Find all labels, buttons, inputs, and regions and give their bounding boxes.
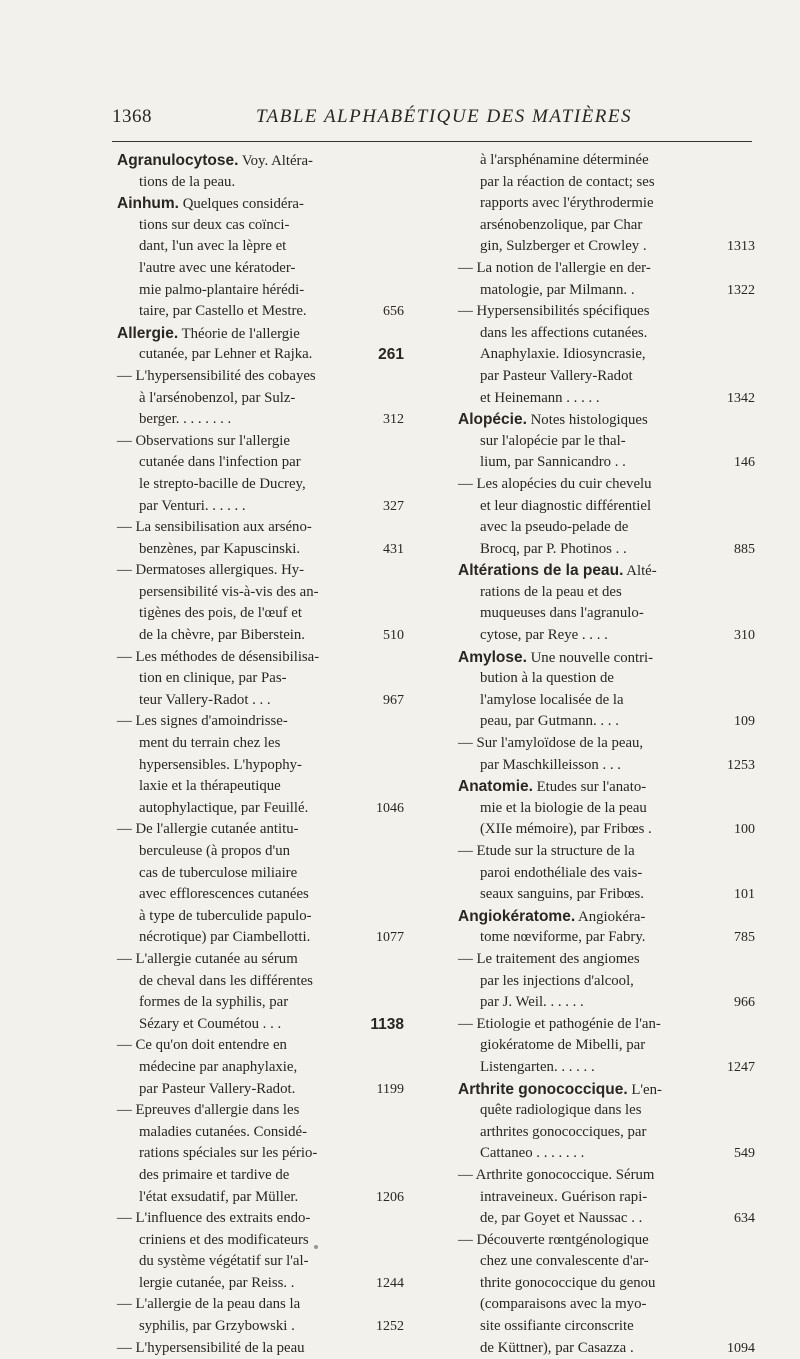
index-line bbox=[458, 1338, 753, 1359]
index-line bbox=[117, 474, 402, 496]
index-line bbox=[117, 1100, 402, 1122]
index-line bbox=[117, 1316, 402, 1338]
index-line-text: — La sensibilisation aux arséno- bbox=[117, 519, 312, 536]
index-line bbox=[117, 1035, 402, 1057]
index-line-text: rapports avec l'érythrodermie bbox=[480, 195, 654, 212]
index-line bbox=[117, 323, 402, 345]
index-line-text: des primaire et tardive de bbox=[139, 1166, 290, 1183]
index-line-text: criniens et des modificateurs bbox=[139, 1231, 309, 1248]
index-headword: Angiokératome. bbox=[458, 907, 576, 925]
index-page-number: 1252 bbox=[376, 1319, 404, 1335]
index-line-text: — De l'allergie cutanée antitu- bbox=[117, 821, 299, 838]
index-page-number: 549 bbox=[734, 1146, 755, 1162]
index-line-text: maladies cutanées. Considé- bbox=[139, 1123, 308, 1140]
index-page-number: 1247 bbox=[727, 1059, 755, 1075]
index-line bbox=[117, 1187, 402, 1209]
index-line bbox=[458, 1079, 753, 1101]
index-line-text: Alopécie. Notes histologiques bbox=[458, 411, 648, 429]
index-line-text: de cheval dans les différentes bbox=[139, 972, 313, 989]
index-line-text: quête radiologique dans les bbox=[480, 1102, 642, 1119]
index-page-number: 1244 bbox=[376, 1275, 404, 1291]
index-line-text: syphilis, par Grzybowski . bbox=[139, 1318, 295, 1335]
index-line-text: le strepto-bacille de Ducrey, bbox=[139, 475, 306, 492]
index-line bbox=[117, 258, 402, 280]
index-line-text: l'amylose localisée de la bbox=[480, 691, 624, 708]
index-line-text: l'état exsudatif, par Müller. bbox=[139, 1188, 299, 1205]
index-line-text: — La notion de l'allergie en der- bbox=[458, 259, 651, 276]
index-line-text: bution à la question de bbox=[480, 670, 614, 687]
index-line bbox=[117, 539, 402, 561]
index-line bbox=[117, 690, 402, 712]
index-line bbox=[458, 733, 753, 755]
right-column bbox=[458, 150, 753, 1359]
index-line bbox=[117, 927, 402, 949]
index-line-text: tion en clinique, par Pas- bbox=[139, 670, 287, 687]
index-line-text: arthrites gonococciques, par bbox=[480, 1123, 647, 1140]
index-line-text: nécrotique) par Ciambellotti. bbox=[139, 929, 311, 946]
index-line bbox=[117, 193, 402, 215]
index-line-text: de la chèvre, par Biberstein. bbox=[139, 627, 305, 644]
index-line-text: — Les alopécies du cuir chevelu bbox=[458, 475, 652, 492]
index-headword: Ainhum. bbox=[117, 195, 179, 213]
index-line bbox=[458, 625, 753, 647]
index-line-text: cutanée, par Lehner et Rajka. bbox=[139, 346, 313, 363]
index-line-text: peau, par Gutmann. . . . bbox=[480, 713, 619, 730]
index-line bbox=[458, 841, 753, 863]
index-line-text: — L'allergie de la peau dans la bbox=[117, 1296, 301, 1313]
index-line bbox=[458, 647, 753, 669]
page-header bbox=[112, 102, 752, 138]
index-line-text: avec la pseudo-pelade de bbox=[480, 519, 629, 536]
index-line-text: Angiokératome. Angiokéra- bbox=[458, 907, 646, 925]
index-line bbox=[458, 884, 753, 906]
index-line-text: site ossifiante circonscrite bbox=[480, 1318, 634, 1335]
index-page-number: 967 bbox=[383, 692, 404, 708]
index-line bbox=[117, 1079, 402, 1101]
index-page-number: 1253 bbox=[727, 757, 755, 773]
index-line bbox=[458, 755, 753, 777]
index-line-text: de, par Goyet et Naussac . . bbox=[480, 1210, 643, 1227]
index-line-text: Arthrite gonococcique. L'en- bbox=[458, 1080, 662, 1098]
index-line bbox=[117, 1165, 402, 1187]
index-line bbox=[117, 452, 402, 474]
index-headword: Arthrite gonococcique. bbox=[458, 1080, 628, 1098]
index-line-text: dans les affections cutanées. bbox=[480, 324, 648, 341]
index-line bbox=[458, 776, 753, 798]
index-line bbox=[117, 1294, 402, 1316]
index-line-text: — L'hypersensibilité de la peau bbox=[117, 1339, 305, 1356]
index-line bbox=[117, 215, 402, 237]
index-line bbox=[458, 1251, 753, 1273]
index-line bbox=[458, 582, 753, 604]
index-line-text: Altérations de la peau. Alté- bbox=[458, 562, 657, 580]
index-line-text: — Etiologie et pathogénie de l'an- bbox=[458, 1015, 661, 1032]
index-page-number: 100 bbox=[734, 822, 755, 838]
index-line bbox=[117, 236, 402, 258]
index-line-text: — Epreuves d'allergie dans les bbox=[117, 1102, 300, 1119]
index-line bbox=[458, 1316, 753, 1338]
index-line bbox=[458, 258, 753, 280]
index-line bbox=[117, 1143, 402, 1165]
index-line bbox=[458, 431, 753, 453]
index-line-text: paroi endothéliale des vais- bbox=[480, 864, 643, 881]
printer-mark bbox=[314, 1245, 318, 1249]
index-line-text: mie palmo-plantaire hérédi- bbox=[139, 281, 305, 298]
index-line bbox=[458, 1143, 753, 1165]
index-line-text: — Dermatoses allergiques. Hy- bbox=[117, 562, 305, 579]
index-line-text: — Découverte rœntgénologique bbox=[458, 1231, 649, 1248]
index-line bbox=[458, 323, 753, 345]
index-line-text: intraveineux. Guérison rapi- bbox=[480, 1188, 648, 1205]
index-line bbox=[117, 992, 402, 1014]
index-page-number: 1313 bbox=[727, 239, 755, 255]
index-line-text: tome nœviforme, par Fabry. bbox=[480, 929, 646, 946]
index-line bbox=[117, 366, 402, 388]
index-line-text: à l'arsénobenzol, par Sulz- bbox=[139, 389, 296, 406]
index-line bbox=[458, 517, 753, 539]
index-line bbox=[458, 452, 753, 474]
index-line bbox=[458, 992, 753, 1014]
index-line-text: teur Vallery-Radot . . . bbox=[139, 691, 271, 708]
index-line-text: taire, par Castello et Mestre. bbox=[139, 303, 307, 320]
index-line-text: — Ce qu'on doit entendre en bbox=[117, 1037, 287, 1054]
index-line bbox=[458, 603, 753, 625]
index-line-text: — L'hypersensibilité des cobayes bbox=[117, 367, 316, 384]
index-line bbox=[117, 344, 402, 366]
index-line-text: cytose, par Reye . . . . bbox=[480, 627, 608, 644]
index-line bbox=[458, 172, 753, 194]
index-line bbox=[458, 301, 753, 323]
index-line-text: Brocq, par P. Photinos . . bbox=[480, 540, 627, 557]
index-page-number: 146 bbox=[734, 455, 755, 471]
index-page-number: 431 bbox=[383, 541, 404, 557]
index-line bbox=[458, 1208, 753, 1230]
header-rule bbox=[112, 141, 752, 142]
index-line bbox=[458, 668, 753, 690]
index-line-text: muqueuses dans l'agranulo- bbox=[480, 605, 644, 622]
index-line bbox=[458, 1273, 753, 1295]
index-line bbox=[117, 560, 402, 582]
index-line bbox=[117, 755, 402, 777]
index-line bbox=[458, 280, 753, 302]
index-line bbox=[458, 1187, 753, 1209]
index-line-text: — Arthrite gonococcique. Sérum bbox=[458, 1166, 655, 1183]
index-line-text: l'autre avec une kératoder- bbox=[139, 259, 296, 276]
index-line bbox=[458, 949, 753, 971]
index-line-text: — Hypersensibilités spécifiques bbox=[458, 303, 650, 320]
index-headword: Altérations de la peau. bbox=[458, 562, 624, 580]
index-headword: Amylose. bbox=[458, 648, 527, 666]
index-line bbox=[117, 1122, 402, 1144]
index-page-number: 966 bbox=[734, 995, 755, 1011]
index-line bbox=[117, 1208, 402, 1230]
index-page-number: 634 bbox=[734, 1211, 755, 1227]
index-line-text: par Pasteur Vallery-Radot. bbox=[139, 1080, 296, 1097]
index-line bbox=[117, 884, 402, 906]
index-line bbox=[117, 150, 402, 172]
index-line-text: — L'influence des extraits endo- bbox=[117, 1210, 311, 1227]
index-line-text: ment du terrain chez les bbox=[139, 735, 281, 752]
index-line-text: — Les méthodes de désensibilisa- bbox=[117, 648, 320, 665]
index-line bbox=[458, 388, 753, 410]
index-line bbox=[458, 344, 753, 366]
index-line bbox=[458, 863, 753, 885]
index-line-text: seaux sanguins, par Fribœs. bbox=[480, 886, 644, 903]
index-line bbox=[458, 150, 753, 172]
index-line bbox=[117, 1251, 402, 1273]
index-line bbox=[117, 301, 402, 323]
index-line bbox=[117, 517, 402, 539]
index-headword: Alopécie. bbox=[458, 411, 527, 429]
index-line-text: Cattaneo . . . . . . . bbox=[480, 1145, 585, 1162]
index-line bbox=[117, 603, 402, 625]
index-line-text: giokératome de Mibelli, par bbox=[480, 1037, 646, 1054]
index-line-text: à type de tuberculide papulo- bbox=[139, 907, 312, 924]
index-line-text: Listengarten. . . . . . bbox=[480, 1058, 595, 1075]
page-number: 1368 bbox=[112, 106, 152, 127]
index-line-text: tions sur deux cas coïnci- bbox=[139, 216, 290, 233]
index-line-text: par la réaction de contact; ses bbox=[480, 173, 655, 190]
index-line-text: à l'arsphénamine déterminée bbox=[480, 152, 649, 168]
index-line bbox=[458, 1014, 753, 1036]
index-headword: Anatomie. bbox=[458, 778, 533, 796]
index-line bbox=[117, 1057, 402, 1079]
index-line-text: Sézary et Coumétou . . . bbox=[139, 1015, 282, 1032]
index-line-text: tions de la peau. bbox=[139, 173, 236, 190]
index-page-number: 656 bbox=[383, 304, 404, 320]
index-line-text: par Maschkilleisson . . . bbox=[480, 756, 621, 773]
index-page-number: 1342 bbox=[727, 390, 755, 406]
index-line-text: Anatomie. Etudes sur l'anato- bbox=[458, 778, 647, 796]
index-page-number: 1094 bbox=[727, 1340, 755, 1356]
index-page-number: 109 bbox=[734, 714, 755, 730]
index-line-text: par J. Weil. . . . . . bbox=[480, 994, 584, 1011]
index-line bbox=[117, 1273, 402, 1295]
index-page-number: 785 bbox=[734, 930, 755, 946]
index-line bbox=[458, 193, 753, 215]
index-line bbox=[458, 1165, 753, 1187]
index-line bbox=[458, 1230, 753, 1252]
index-page-number: 1322 bbox=[727, 282, 755, 298]
index-line-text: Ainhum. Quelques considéra- bbox=[117, 195, 304, 213]
index-line-text: et Heinemann . . . . . bbox=[480, 389, 600, 406]
index-line bbox=[458, 366, 753, 388]
index-line bbox=[117, 388, 402, 410]
index-line bbox=[117, 863, 402, 885]
index-line bbox=[117, 625, 402, 647]
index-page-number: 510 bbox=[383, 628, 404, 644]
index-line bbox=[458, 690, 753, 712]
index-line-text: rations de la peau et des bbox=[480, 583, 622, 600]
index-line-text: persensibilité vis-à-vis des an- bbox=[139, 583, 319, 600]
index-line bbox=[117, 971, 402, 993]
index-line bbox=[117, 733, 402, 755]
index-line-text: matologie, par Milmann. . bbox=[480, 281, 635, 298]
index-line-text: hypersensibles. L'hypophy- bbox=[139, 756, 302, 773]
index-line-text: — L'allergie cutanée au sérum bbox=[117, 950, 298, 967]
index-page-number: 327 bbox=[383, 498, 404, 514]
index-line bbox=[117, 1230, 402, 1252]
index-page-number: 101 bbox=[734, 887, 755, 903]
index-line-text: gin, Sulzberger et Crowley . bbox=[480, 238, 647, 255]
index-line-text: tigènes des pois, de l'œuf et bbox=[139, 605, 302, 622]
index-line-text: médecine par anaphylaxie, bbox=[139, 1058, 298, 1075]
index-line bbox=[117, 819, 402, 841]
index-line-text: du système végétatif sur l'al- bbox=[139, 1253, 309, 1270]
index-line-text: cutanée dans l'infection par bbox=[139, 454, 301, 471]
index-line bbox=[458, 1057, 753, 1079]
index-line-text: Amylose. Une nouvelle contri- bbox=[458, 648, 654, 666]
left-column bbox=[117, 150, 402, 1359]
index-line bbox=[458, 819, 753, 841]
index-line-text: Anaphylaxie. Idiosyncrasie, bbox=[480, 346, 646, 363]
index-line-text: — Les signes d'amoindrisse- bbox=[117, 713, 288, 730]
index-page-number: 1138 bbox=[370, 1015, 404, 1033]
index-line-text: thrite gonococcique du genou bbox=[480, 1274, 656, 1291]
index-line bbox=[117, 949, 402, 971]
index-line-text: lium, par Sannicandro . . bbox=[480, 454, 626, 471]
index-page-number: 885 bbox=[734, 541, 755, 557]
index-line-text: Allergie. Théorie de l'allergie bbox=[117, 324, 300, 342]
index-line bbox=[458, 927, 753, 949]
index-line-text: sur l'alopécie par le thal- bbox=[480, 432, 626, 449]
index-line bbox=[117, 841, 402, 863]
index-line bbox=[117, 776, 402, 798]
index-line-text: mie et la biologie de la peau bbox=[480, 799, 647, 816]
index-page-number: 310 bbox=[734, 628, 755, 644]
index-headword: Allergie. bbox=[117, 324, 179, 342]
index-line bbox=[117, 1338, 402, 1359]
index-page-number: 1206 bbox=[376, 1189, 404, 1205]
index-line bbox=[458, 1035, 753, 1057]
index-line bbox=[117, 668, 402, 690]
index-line-text: benzènes, par Kapuscinski. bbox=[139, 540, 301, 557]
index-line-text: cas de tuberculose miliaire bbox=[139, 864, 298, 881]
index-line bbox=[117, 172, 402, 194]
index-line-text: rations spéciales sur les pério- bbox=[139, 1145, 318, 1162]
index-line bbox=[117, 409, 402, 431]
index-line bbox=[117, 1014, 402, 1036]
index-headword: Agranulocytose. bbox=[117, 152, 239, 169]
index-line bbox=[458, 906, 753, 928]
index-line bbox=[458, 560, 753, 582]
index-page-number: 312 bbox=[383, 412, 404, 428]
index-line bbox=[458, 496, 753, 518]
index-line-text: (XIIe mémoire), par Fribœs . bbox=[480, 821, 652, 838]
index-page-number: 1199 bbox=[376, 1081, 404, 1097]
index-line bbox=[117, 280, 402, 302]
index-line bbox=[117, 711, 402, 733]
index-line bbox=[458, 971, 753, 993]
index-line bbox=[458, 539, 753, 561]
index-line bbox=[458, 236, 753, 258]
index-line-text: — Sur l'amyloïdose de la peau, bbox=[458, 735, 644, 752]
index-line bbox=[458, 1122, 753, 1144]
index-page-number: 261 bbox=[378, 346, 404, 364]
index-line bbox=[117, 798, 402, 820]
index-line bbox=[458, 798, 753, 820]
index-line bbox=[117, 647, 402, 669]
index-line-text: dant, l'un avec la lèpre et bbox=[139, 238, 287, 255]
index-line-text: — Etude sur la structure de la bbox=[458, 843, 635, 859]
index-line bbox=[117, 582, 402, 604]
index-line bbox=[458, 215, 753, 237]
index-line bbox=[458, 1294, 753, 1316]
index-line-text: chez une convalescente d'ar- bbox=[480, 1253, 649, 1270]
index-line-text: lergie cutanée, par Reiss. . bbox=[139, 1274, 295, 1291]
index-line-text: laxie et la thérapeutique bbox=[139, 778, 281, 795]
index-line-text: et leur diagnostic différentiel bbox=[480, 497, 652, 514]
index-line-text: — Le traitement des angiomes bbox=[458, 950, 640, 967]
running-title: TABLE ALPHABÉTIQUE DES MATIÈRES bbox=[256, 106, 632, 127]
index-line-text: berculeuse (à propos d'un bbox=[139, 843, 290, 859]
index-line bbox=[458, 1100, 753, 1122]
index-line-text: par Venturi. . . . . . bbox=[139, 497, 246, 514]
index-page-number: 1077 bbox=[376, 930, 404, 946]
index-line-text: formes de la syphilis, par bbox=[139, 994, 289, 1011]
index-line bbox=[458, 474, 753, 496]
index-page-number: 1046 bbox=[376, 800, 404, 816]
index-line-text: par les injections d'alcool, bbox=[480, 972, 634, 989]
index-line-text: berger. . . . . . . . bbox=[139, 411, 232, 428]
index-line bbox=[458, 409, 753, 431]
index-line bbox=[117, 431, 402, 453]
index-line-text: Agranulocytose. Voy. Altéra- bbox=[117, 152, 313, 169]
index-line-text: de Küttner), par Casazza . bbox=[480, 1339, 634, 1356]
index-line bbox=[117, 496, 402, 518]
index-line-text: autophylactique, par Feuillé. bbox=[139, 799, 309, 816]
index-line-text: avec efflorescences cutanées bbox=[139, 886, 309, 903]
index-line-text: (comparaisons avec la myo- bbox=[480, 1296, 647, 1313]
index-line bbox=[117, 906, 402, 928]
index-line-text: — Observations sur l'allergie bbox=[117, 432, 290, 449]
index-line-text: par Pasteur Vallery-Radot bbox=[480, 367, 633, 384]
index-line-text: arsénobenzolique, par Char bbox=[480, 216, 643, 233]
index-line bbox=[458, 711, 753, 733]
